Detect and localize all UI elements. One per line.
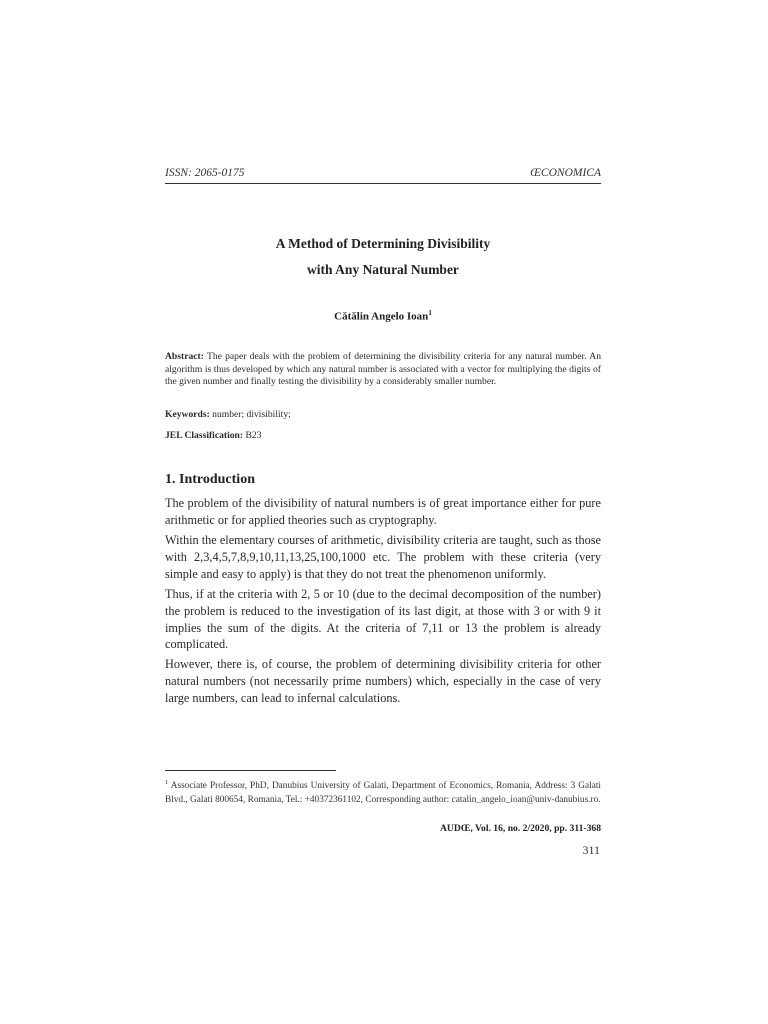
author-line xyxy=(165,309,601,323)
journal-citation: AUDŒ, Vol. 16, no. 2/2020, pp. 311-368 xyxy=(440,823,601,834)
paragraph: However, there is, of course, the problem of determining divisibility criteria for other natural numbers (not necessarily prime numbers) which, especially in the case of very large numbers, can lead to infernal calculations. xyxy=(165,657,601,705)
page-number: 311 xyxy=(582,843,600,857)
paper-title-line-1: A Method of Determining Divisibility xyxy=(275,236,491,251)
paragraph: Within the elementary courses of arithmetic, divisibility criteria are taught, such as those with 2,3,4,5,7,8,9,10,11,13,25,100,1000 etc. The problem with these criteria (very simple and easy to apply) is that they do not treat the phenomenon uniformly. xyxy=(165,533,601,581)
footnote xyxy=(165,776,601,807)
jel-classification xyxy=(165,430,262,441)
abstract-text: The paper deals with the problem of determining the divisibility criteria for any natural number. An algorithm is thus developed by which any natural number is associated with a vector for multiplying the digits of the given number and finally testing the divisibility by a considerably smaller number. xyxy=(165,351,601,388)
jel-label: JEL Classification: xyxy=(165,430,244,441)
author-name: Cătălin Angelo Ioan xyxy=(334,310,429,323)
jel-text: B23 xyxy=(245,430,262,441)
abstract xyxy=(165,351,601,389)
header-issn: ISSN: 2065-0175 xyxy=(165,167,245,179)
keywords xyxy=(165,409,291,420)
paper-title-line-2: with Any Natural Number xyxy=(307,262,459,277)
footnote-divider xyxy=(165,770,336,771)
author-footnote-mark: 1 xyxy=(428,309,432,317)
footnote-text: Associate Professor, PhD, Danubius University of Galati, Department of Economics, Romania, Address: 3 Galati Blvd., Galati 800654, Romania, Tel.: +40372361102, Corresponding author: catalin_angelo_ioan@univ-danubius.ro. xyxy=(165,781,602,805)
keywords-label: Keywords: xyxy=(165,409,210,420)
footnote-mark: 1 xyxy=(165,779,169,786)
paragraph: Thus, if at the criteria with 2, 5 or 10 (due to the decimal decomposition of the number) the problem is reduced to the investigation of its last digit, at those with 3 or with 9 it implies the sum of the digits. At the criteria of 7,11 or 13 the problem is already complicated. xyxy=(165,587,601,652)
header-journal: ŒCONOMICA xyxy=(530,167,601,179)
paragraph: The problem of the divisibility of natural numbers is of great importance either for pure arithmetic or for applied theories such as cryptography. xyxy=(165,496,601,527)
section-heading: 1. Introduction xyxy=(165,472,255,487)
keywords-text: number; divisibility; xyxy=(212,409,291,420)
abstract-label: Abstract: xyxy=(165,351,204,362)
running-header xyxy=(165,167,601,184)
